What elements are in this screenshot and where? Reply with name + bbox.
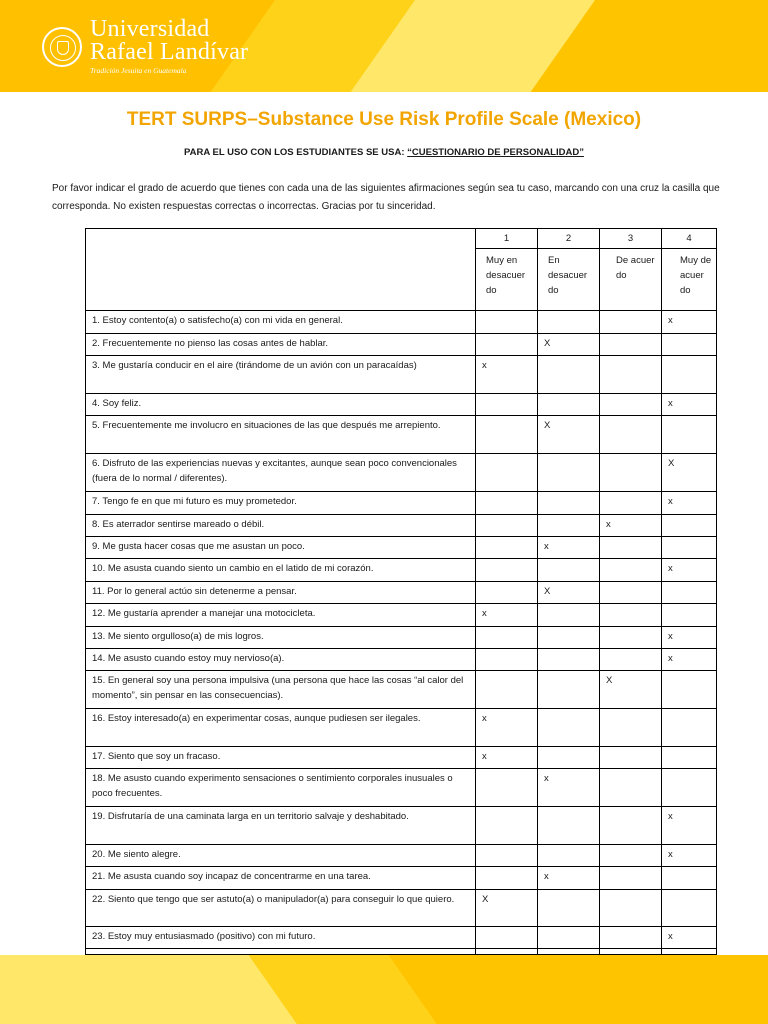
statement-text: 15. En general soy una persona impulsiva (una persona que hace las cosas “al calor del momento”, sin pensar en las consecuencias).: [86, 671, 476, 709]
answer-cell-4[interactable]: [662, 709, 717, 747]
statement-text: 6. Disfruto de las experiencias nuevas y excitantes, aunque sean poco convencionales (fuera de lo normal / diferentes).: [86, 454, 476, 492]
statement-text: 8. Es aterrador sentirse mareado o débil.: [86, 515, 476, 537]
answer-cell-1[interactable]: x: [476, 356, 538, 394]
survey-row: [86, 537, 717, 559]
statement-text: 17. Siento que soy un fracaso.: [86, 747, 476, 769]
answer-cell-1[interactable]: [476, 394, 538, 416]
survey-row: [86, 394, 717, 416]
survey-row: [86, 747, 717, 769]
statement-text: 11. Por lo general actúo sin detenerme a pensar.: [86, 582, 476, 604]
answer-cell-4[interactable]: X: [662, 454, 717, 492]
answer-cell-1[interactable]: [476, 582, 538, 604]
answer-cell-2[interactable]: [538, 890, 600, 927]
answer-cell-3[interactable]: x: [600, 515, 662, 537]
answer-cell-1[interactable]: [476, 769, 538, 807]
answer-cell-4[interactable]: x: [662, 845, 717, 867]
answer-cell-2[interactable]: [538, 311, 600, 334]
answer-cell-4[interactable]: x: [662, 492, 717, 515]
answer-cell-2[interactable]: [538, 492, 600, 515]
answer-cell-2[interactable]: X: [538, 416, 600, 454]
answer-cell-3[interactable]: [600, 454, 662, 492]
answer-cell-1[interactable]: [476, 311, 538, 334]
statement-text: 23. Estoy muy entusiasmado (positivo) con mi futuro.: [86, 927, 476, 949]
empty-cell: [86, 949, 476, 955]
answer-cell-4[interactable]: x: [662, 649, 717, 671]
answer-cell-1[interactable]: x: [476, 747, 538, 769]
answer-cell-2[interactable]: X: [538, 334, 600, 356]
answer-cell-2[interactable]: [538, 927, 600, 949]
statement-text: 13. Me siento orgulloso(a) de mis logros.: [86, 627, 476, 649]
survey-row: [86, 769, 717, 807]
survey-table: [85, 228, 717, 955]
survey-row: [86, 454, 717, 492]
statement-text: 4. Soy feliz.: [86, 394, 476, 416]
document-subtitle: [0, 147, 768, 158]
survey-row: [86, 334, 717, 356]
answer-cell-3[interactable]: [600, 867, 662, 890]
answer-cell-2[interactable]: x: [538, 867, 600, 890]
answer-cell-4[interactable]: [662, 769, 717, 807]
answer-cell-2[interactable]: x: [538, 537, 600, 559]
logo-line-2: Rafael Landívar: [90, 39, 249, 65]
answer-cell-3[interactable]: [600, 649, 662, 671]
answer-cell-1[interactable]: [476, 492, 538, 515]
answer-cell-3[interactable]: [600, 747, 662, 769]
column-label: Muy de acuer do: [662, 249, 717, 311]
answer-cell-2[interactable]: [538, 807, 600, 845]
answer-cell-3[interactable]: [600, 807, 662, 845]
subtitle-questionnaire-name: “CUESTIONARIO DE PERSONALIDAD”: [407, 147, 584, 158]
answer-cell-1[interactable]: [476, 537, 538, 559]
answer-cell-1[interactable]: [476, 649, 538, 671]
answer-cell-2[interactable]: [538, 649, 600, 671]
survey-row: [86, 867, 717, 890]
empty-cell: [600, 949, 662, 955]
answer-cell-2[interactable]: [538, 709, 600, 747]
survey-row: [86, 604, 717, 627]
survey-row: [86, 416, 717, 454]
answer-cell-1[interactable]: [476, 807, 538, 845]
answer-cell-2[interactable]: [538, 515, 600, 537]
answer-cell-4[interactable]: [662, 604, 717, 627]
survey-row: [86, 515, 717, 537]
answer-cell-3[interactable]: X: [600, 671, 662, 709]
survey-row: [86, 890, 717, 927]
survey-row: [86, 649, 717, 671]
column-number: 3: [600, 229, 662, 249]
statement-text: 7. Tengo fe en que mi futuro es muy prometedor.: [86, 492, 476, 515]
statement-text: 1. Estoy contento(a) o satisfecho(a) con mi vida en general.: [86, 311, 476, 334]
answer-cell-3[interactable]: [600, 416, 662, 454]
statement-text: 21. Me asusta cuando soy incapaz de concentrarme en una tarea.: [86, 867, 476, 890]
answer-cell-3[interactable]: [600, 927, 662, 949]
survey-row: [86, 709, 717, 747]
empty-cell: [538, 949, 600, 955]
university-logo: [42, 18, 248, 76]
statement-text: 18. Me asusto cuando experimento sensaciones o sentimiento corporales inusuales o poco frecuentes.: [86, 769, 476, 807]
answer-cell-3[interactable]: [600, 311, 662, 334]
answer-cell-1[interactable]: [476, 454, 538, 492]
instructions-paragraph: Por favor indicar el grado de acuerdo que tienes con cada una de las siguientes afirmaciones según sea tu caso, marcando con una cruz la casilla que corresponda. No existen respuestas correctas o incorrectas. Gracias por tu sinceridad.: [52, 183, 720, 212]
answer-cell-3[interactable]: [600, 492, 662, 515]
answer-cell-1[interactable]: [476, 559, 538, 582]
answer-cell-4[interactable]: [662, 334, 717, 356]
column-label: En desacuer do: [538, 249, 600, 311]
answer-cell-3[interactable]: [600, 709, 662, 747]
answer-cell-1[interactable]: [476, 927, 538, 949]
statement-text: 10. Me asusta cuando siento un cambio en el latido de mi corazón.: [86, 559, 476, 582]
column-label: De acuer do: [600, 249, 662, 311]
survey-row: [86, 627, 717, 649]
statement-text: 3. Me gustaría conducir en el aire (tirándome de un avión con un paracaídas): [86, 356, 476, 394]
answer-cell-2[interactable]: [538, 356, 600, 394]
column-number: 4: [662, 229, 717, 249]
answer-cell-3[interactable]: [600, 890, 662, 927]
survey-row: [86, 492, 717, 515]
subtitle-prefix: PARA EL USO CON LOS ESTUDIANTES SE USA:: [184, 147, 408, 158]
answer-cell-3[interactable]: [600, 627, 662, 649]
answer-cell-1[interactable]: [476, 515, 538, 537]
answer-cell-3[interactable]: [600, 604, 662, 627]
survey-row: [86, 582, 717, 604]
statement-text: 20. Me siento alegre.: [86, 845, 476, 867]
answer-cell-1[interactable]: x: [476, 709, 538, 747]
answer-cell-2[interactable]: [538, 845, 600, 867]
statement-text: 9. Me gusta hacer cosas que me asustan un poco.: [86, 537, 476, 559]
answer-cell-3[interactable]: [600, 356, 662, 394]
university-seal-icon: [42, 27, 82, 67]
answer-cell-2[interactable]: [538, 747, 600, 769]
statement-text: 22. Siento que tengo que ser astuto(a) o manipulador(a) para conseguir lo que quiero.: [86, 890, 476, 927]
survey-row: [86, 311, 717, 334]
answer-cell-4[interactable]: [662, 867, 717, 890]
survey-row: [86, 671, 717, 709]
survey-row: [86, 927, 717, 949]
answer-cell-3[interactable]: [600, 845, 662, 867]
statement-text: 12. Me gustaría aprender a manejar una motocicleta.: [86, 604, 476, 627]
answer-cell-3[interactable]: [600, 394, 662, 416]
answer-cell-3[interactable]: [600, 334, 662, 356]
header-blank-cell: [86, 229, 476, 311]
answer-cell-3[interactable]: [600, 582, 662, 604]
answer-cell-2[interactable]: [538, 627, 600, 649]
survey-row: [86, 807, 717, 845]
answer-cell-2[interactable]: [538, 671, 600, 709]
statement-text: 14. Me asusto cuando estoy muy nervioso(a).: [86, 649, 476, 671]
answer-cell-2[interactable]: [538, 454, 600, 492]
statement-text: 16. Estoy interesado(a) en experimentar cosas, aunque pudiesen ser ilegales.: [86, 709, 476, 747]
answer-cell-4[interactable]: [662, 356, 717, 394]
survey-row: [86, 559, 717, 582]
column-number: 2: [538, 229, 600, 249]
table-end-row: [86, 949, 717, 955]
answer-cell-4[interactable]: x: [662, 927, 717, 949]
footer-band: [0, 955, 768, 1024]
statement-text: 5. Frecuentemente me involucro en situaciones de las que después me arrepiento.: [86, 416, 476, 454]
answer-cell-1[interactable]: x: [476, 604, 538, 627]
column-label: Muy en desacuer do: [476, 249, 538, 311]
answer-cell-2[interactable]: [538, 559, 600, 582]
answer-cell-1[interactable]: [476, 867, 538, 890]
answer-cell-4[interactable]: [662, 747, 717, 769]
column-number: 1: [476, 229, 538, 249]
answer-cell-3[interactable]: [600, 537, 662, 559]
answer-cell-4[interactable]: [662, 671, 717, 709]
answer-cell-4[interactable]: x: [662, 807, 717, 845]
document-title: TERT SURPS–Substance Use Risk Profile Scale (Mexico): [126, 109, 642, 130]
answer-cell-4[interactable]: x: [662, 311, 717, 334]
logo-tagline: Tradición Jesuita en Guatemala: [90, 66, 187, 75]
survey-row: [86, 845, 717, 867]
empty-cell: [476, 949, 538, 955]
answer-cell-1[interactable]: [476, 334, 538, 356]
answer-cell-2[interactable]: x: [538, 769, 600, 807]
answer-cell-4[interactable]: x: [662, 627, 717, 649]
answer-cell-1[interactable]: [476, 416, 538, 454]
statement-text: 2. Frecuentemente no pienso las cosas antes de hablar.: [86, 334, 476, 356]
answer-cell-1[interactable]: [476, 671, 538, 709]
column-number-row: [86, 229, 717, 249]
answer-cell-4[interactable]: x: [662, 559, 717, 582]
logo-line-1: Universidad: [90, 16, 210, 42]
answer-cell-1[interactable]: [476, 845, 538, 867]
answer-cell-2[interactable]: [538, 604, 600, 627]
answer-cell-3[interactable]: [600, 559, 662, 582]
empty-cell: [662, 949, 717, 955]
answer-cell-4[interactable]: [662, 582, 717, 604]
answer-cell-2[interactable]: X: [538, 582, 600, 604]
answer-cell-2[interactable]: [538, 394, 600, 416]
answer-cell-1[interactable]: X: [476, 890, 538, 927]
survey-row: [86, 356, 717, 394]
statement-text: 19. Disfrutaría de una caminata larga en un territorio salvaje y deshabitado.: [86, 807, 476, 845]
answer-cell-1[interactable]: [476, 627, 538, 649]
answer-cell-4[interactable]: [662, 416, 717, 454]
answer-cell-4[interactable]: [662, 537, 717, 559]
answer-cell-3[interactable]: [600, 769, 662, 807]
header-band: [0, 0, 768, 92]
answer-cell-4[interactable]: [662, 890, 717, 927]
answer-cell-4[interactable]: x: [662, 394, 717, 416]
answer-cell-4[interactable]: [662, 515, 717, 537]
